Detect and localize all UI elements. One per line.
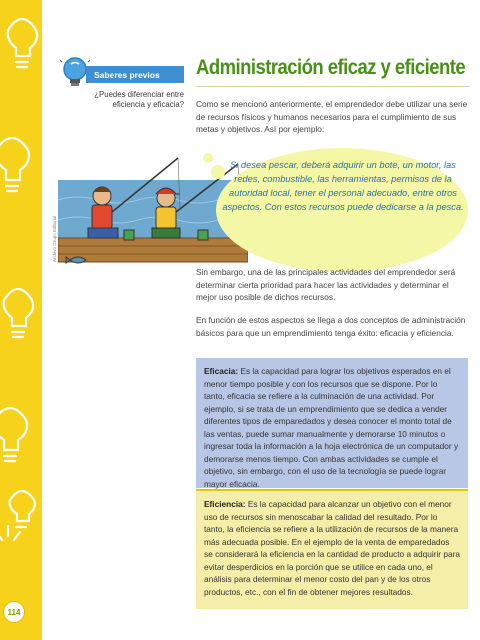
thought-bubble-text: Si desea pescar, deberá adquirir un bote, un motor, las redes, combustible, las herramientas, permisos de la autoridad local, tener el personal adecuado, entre otros aspectos. Con estos recursos puede dedicarse a la pesca. — [222, 160, 464, 212]
decorative-sidebar — [0, 0, 42, 640]
intro-paragraph: Como se mencionó anteriormente, el emprendedor debe utilizar una serie de recursos físicos y humanos necesarios para el cumplimiento de sus metas y objetivos. Así por ejemplo: — [196, 99, 468, 134]
saberes-previos-tab: Saberes previos — [86, 66, 184, 83]
eficacia-term: Eficacia: — [204, 366, 239, 376]
page-title: Administración eficaz y eficiente — [196, 56, 466, 79]
title-divider — [196, 86, 470, 87]
saberes-question: ¿Puedes diferenciar entre eficiencia y eficacia? — [94, 90, 184, 109]
eficiencia-definition-box — [196, 489, 468, 609]
paragraph-1: Sin embargo, una de las principales actividades del emprendedor será determinar cierta prioridad para hacer las actividades y determinar el mejor uso posible de dichos recursos. — [196, 267, 456, 302]
eficiencia-term: Eficiencia: — [204, 499, 246, 509]
eficacia-text: Es la capacidad para lograr los objetivos esperados en el menor tiempo posible y con los recursos que se dispone. Por lo tanto, eficacia se refiere a la culminación de una actividad. Por ejemplo, si se trata de un emprendimiento que se dedica a vender diferentes tipos de emparedados y desea conocer el monto total de las ventas, puede sumar manualmente y demorarse 10 minutos o ingresar toda la información a la hoja electrónica de un computador y demorarse menos tiempo. Con ambas actividades se cumple el objetivo, sin embargo, con el uso de la tecnología se puede lograr mayor eficacia. — [204, 366, 459, 489]
paragraph-2: En función de estos aspectos se llega a dos conceptos de administración básicos para que un emprendimiento tenga éxito: eficacia y eficiencia. — [196, 315, 466, 338]
eficiencia-text: Es la capacidad para alcanzar un objetivo con el menor uso de recursos sin menoscabar la calidad del resultado. Por lo tanto, la eficiencia se refiere a la utilización de recursos de la manera más adecuada posible. En el ejemplo de la venta de emparedados se considerará la eficiencia en la cantidad de producto a adquirir para evitar desperdicios en la porción que se utilice en cada uno, el análisis para determinar el menor costo del pan y de los otros productos, etc., con el fin de obtener mejores resultados. — [204, 499, 460, 597]
eficacia-definition-box — [196, 358, 468, 488]
page-number: 114 — [3, 601, 25, 623]
illustration-credit: Archivo Grupo Editorial — [52, 215, 57, 262]
lightbulb-pattern-icon — [0, 0, 42, 640]
